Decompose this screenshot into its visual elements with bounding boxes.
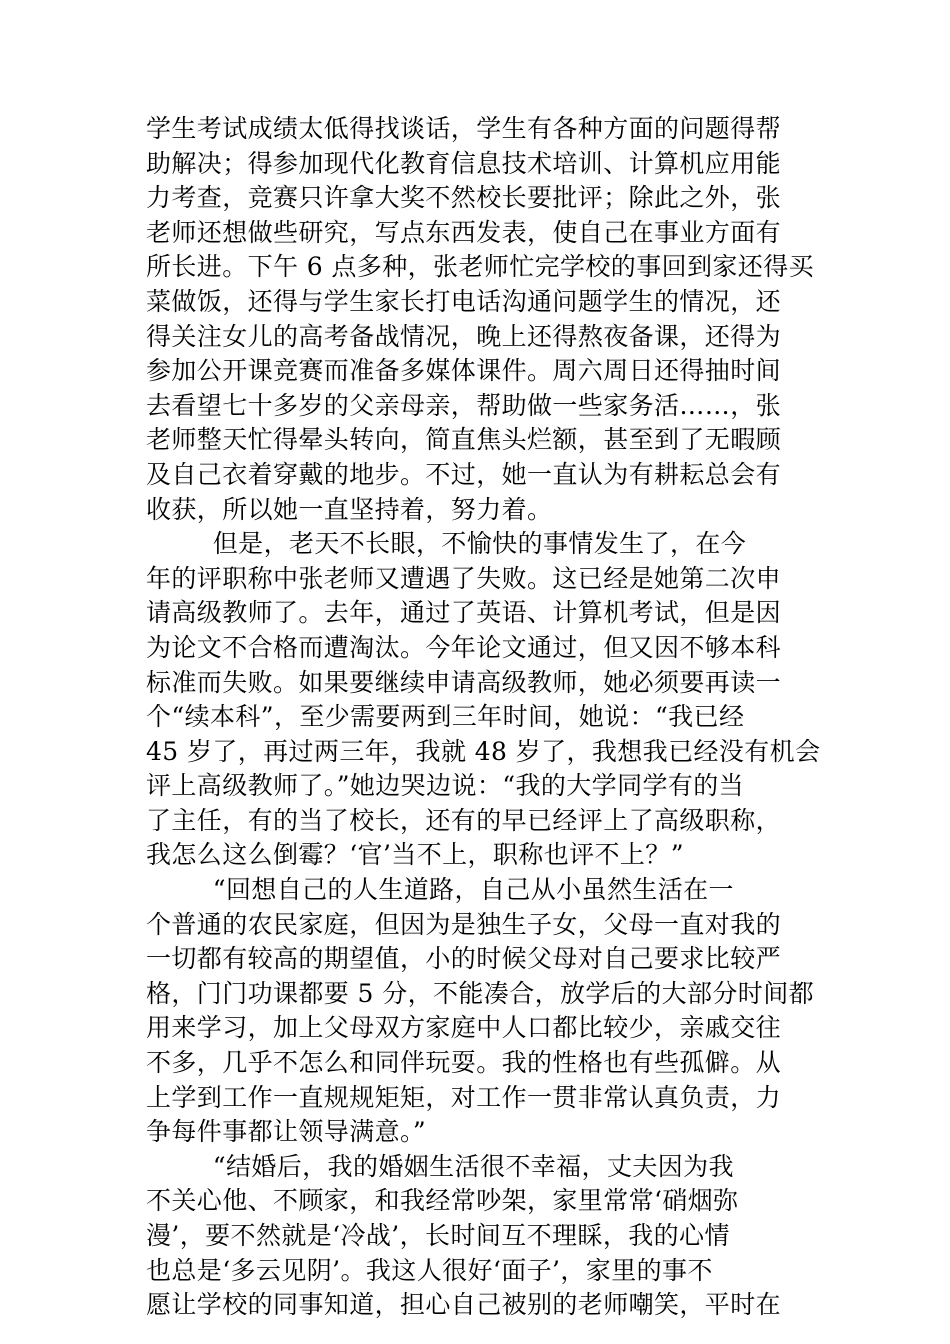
text-line: 我怎么这么倒霉？‘官’当不上，职称也评不上？” [146,840,684,870]
text-line: 为论文不合格而遭淘汰。今年论文通过，但又因不够本科 [146,632,782,662]
paragraph-start-line: 但是，老天不长眼，不愉快的事情发生了，在今 [146,529,747,559]
text-line: 助解决；得参加现代化教育信息技术培训、计算机应用能 [146,148,782,178]
text-line: 也总是‘多云见阴’。我这人很好‘面子’，家里的事不 [146,1255,713,1285]
text-line: 个“续本科”，至少需要两到三年时间，她说：“我已经 [146,702,745,732]
text-line: 格，门门功课都要 5 分，不能凑合，放学后的大部分时间都 [146,978,815,1008]
text-line: 菜做饭，还得与学生家长打电话沟通问题学生的情况，还 [146,286,782,316]
paragraph-start-line: “结婚后，我的婚姻生活很不幸福，丈夫因为我 [146,1151,734,1181]
paragraph-start-line: “回想自己的人生道路，自己从小虽然生活在一 [146,875,734,905]
text-line: 愿让学校的同事知道，担心自己被别的老师嘲笑，平时在 [146,1290,782,1320]
text-line: 漫’，要不然就是‘冷战’，长时间互不理睬，我的心情 [146,1221,730,1250]
text-line: 年的评职称中张老师又遭遇了失败。这已经是她第二次申 [146,563,782,593]
text-line: 学生考试成绩太低得找谈话，学生有各种方面的问题得帮 [146,114,782,143]
text-line: 所长进。下午 6 点多种，张老师忙完学校的事回到家还得买 [146,252,815,282]
text-line: 力考查，竞赛只许拿大奖不然校长要批评；除此之外，张 [146,183,782,213]
body-text [146,112,826,1323]
text-line: 了主任，有的当了校长，还有的早已经评上了高级职称， [146,805,782,835]
text-line: 45 岁了，再过两三年，我就 48 岁了，我想我已经没有机会 [146,736,821,766]
text-line: 评上高级教师了。”她边哭边说：“我的大学同学有的当 [146,771,745,801]
text-line: 不多，几乎不怎么和同伴玩耍。我的性格也有些孤僻。从 [146,1048,782,1078]
text-line: 得关注女儿的高考备战情况，晚上还得熬夜备课，还得为 [146,321,782,351]
text-line: 收获，所以她一直坚持着，努力着。 [146,494,553,524]
text-line: 请高级教师了。去年，通过了英语、计算机考试，但是因 [146,598,782,628]
text-line: 上学到工作一直规规矩矩，对工作一贯非常认真负责，力 [146,1082,782,1112]
text-line: 参加公开课竞赛而准备多媒体课件。周六周日还得抽时间 [146,356,782,386]
text-line: 用来学习，加上父母双方家庭中人口都比较少，亲戚交往 [146,1013,782,1043]
text-line: 老师还想做些研究，写点东西发表，使自己在事业方面有 [146,217,782,247]
text-line: 个普通的农民家庭，但因为是独生子女，父母一直对我的 [146,909,782,939]
text-line: 标准而失败。如果要继续申请高级教师，她必须要再读一 [146,667,782,697]
text-line: 一切都有较高的期望值，小的时候父母对自己要求比较严 [146,944,782,974]
text-line: 及自己衣着穿戴的地步。不过，她一直认为有耕耘总会有 [146,459,782,489]
text-line: 不关心他、不顾家，和我经常吵架，家里常常‘硝烟弥 [146,1186,739,1216]
text-line: 老师整天忙得晕头转向，简直焦头烂额，甚至到了无暇顾 [146,425,782,455]
text-line: 去看望七十多岁的父亲母亲，帮助做一些家务活……，张 [146,390,782,420]
text-line: 争每件事都让领导满意。” [146,1117,427,1147]
